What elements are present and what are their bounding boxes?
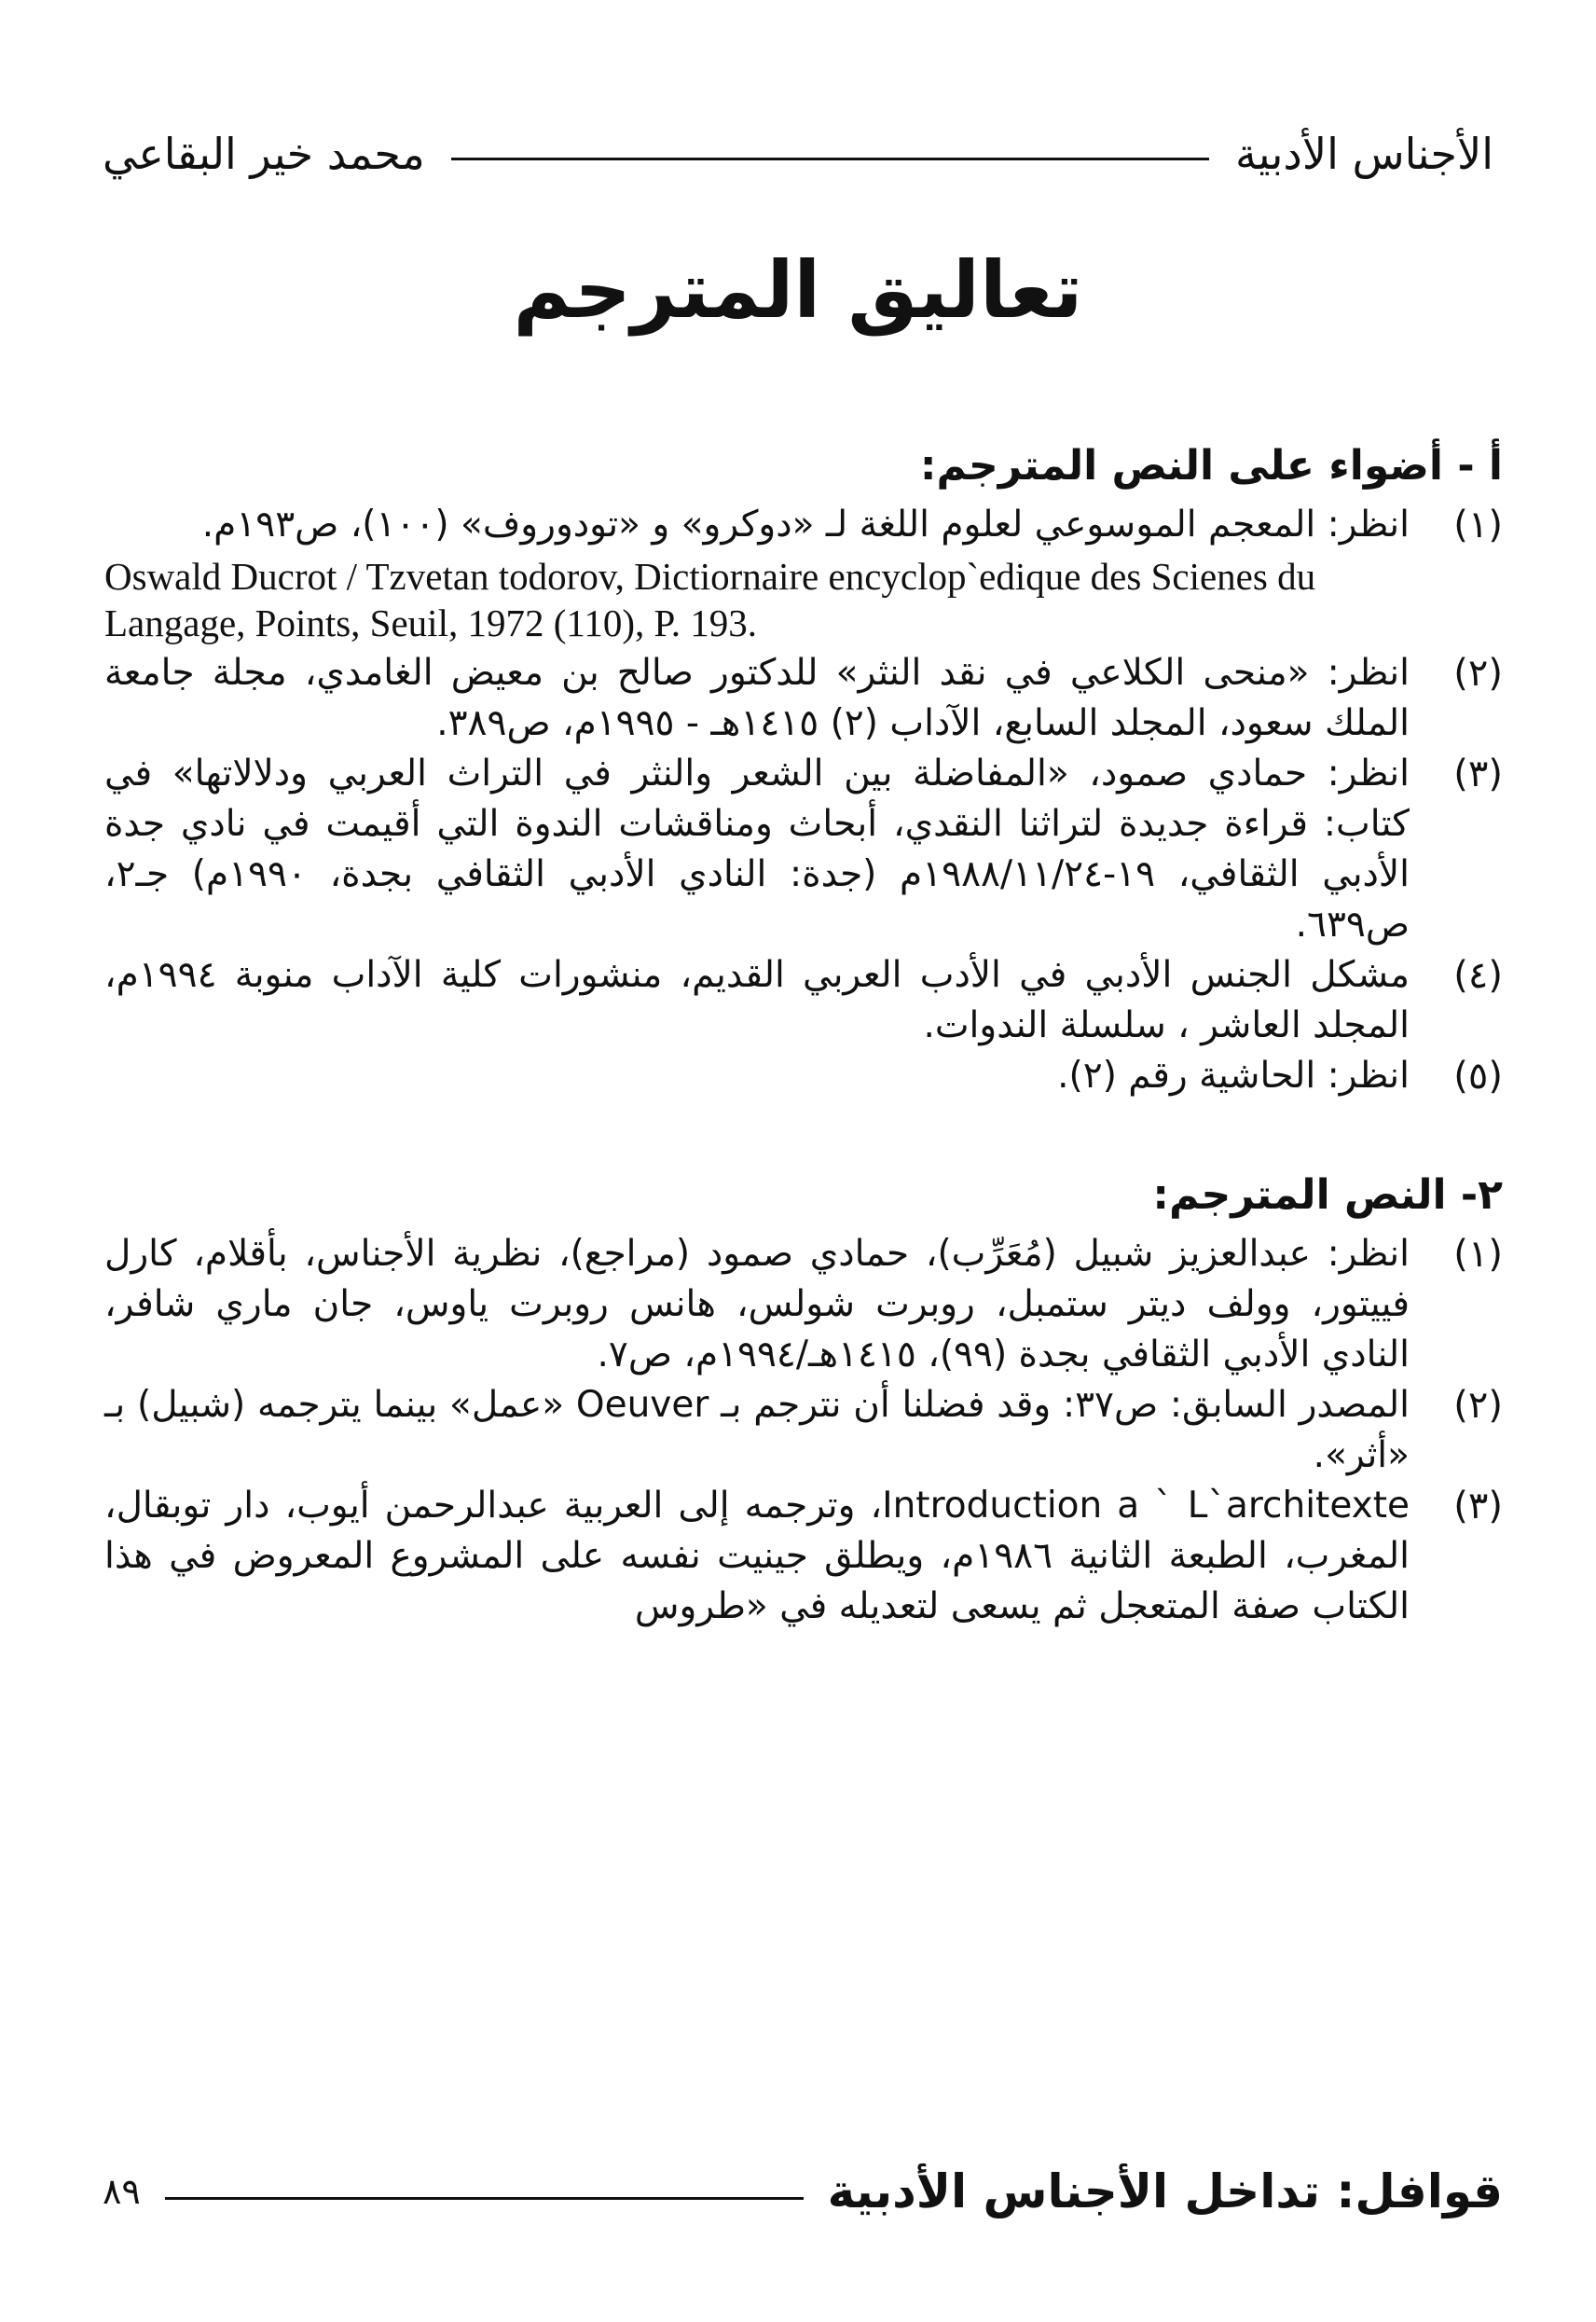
note-1-2 bbox=[104, 648, 1503, 749]
note-number: (٢) bbox=[1453, 652, 1503, 695]
note-text: المصدر السابق: ص٣٧: وقد فضلنا أن نترجم بـ Oeuver «عمل» بينما يترجمه (شبيل) بـ «أثر». bbox=[104, 1384, 1410, 1476]
note-text: انظر: عبدالعزيز شبيل (مُعَرِّب)، حمادي صمود (مراجع)، نظرية الأجناس، بأقلام، كارل فييتور، وولف ديتر ستمبل، روبرت شولس، هانس روبرت ياوس، جان ماري شافر، النادي الأدبي الثقافي بجدة (٩٩)، ١٤١٥هـ/١٩٩٤م، ص٧. bbox=[104, 1233, 1410, 1375]
chapter-title: تعاليق المترجم bbox=[513, 244, 1083, 336]
note-1-1 bbox=[104, 500, 1503, 551]
note-1-1-latin-reference: Oswald Ducrot / Tzvetan todorov, Dictiornaire encyclop`edique des Scienes du Langage, Points, Seuil, 1972 (110), P. 193. bbox=[104, 555, 1316, 644]
note-text: مشكل الجنس الأدبي في الأدب العربي القديم، منشورات كلية الآداب منوبة ١٩٩٤م، المجلد العاشر ، سلسلة الندوات. bbox=[104, 954, 1410, 1046]
note-text: انظر: حمادي صمود، «المفاضلة بين الشعر والنثر في التراث العربي ودلالاتها» في كتاب: قراءة جديدة لتراثنا النقدي، أبحاث ومناقشات الندوة التي أقيمت في نادي جدة الأدبي الثقافي، ١٩-١٩٨٨/١١/٢٤م (جدة: النادي الأدبي الثقافي بجدة، ١٩٩٠م) جـ٢، ص٦٣٩. bbox=[104, 753, 1410, 946]
note-2-3 bbox=[104, 1481, 1503, 1632]
note-1-3 bbox=[104, 749, 1503, 950]
note-number: (٤) bbox=[1453, 954, 1503, 997]
footer-book-title: قوافل: تداخل الأجناس الأدبية bbox=[827, 2164, 1503, 2218]
running-header bbox=[103, 121, 1493, 187]
footer-rule bbox=[165, 2197, 804, 2200]
note-text: انظر: «منحى الكلاعي في نقد النثر» للدكتور صالح بن معيض الغامدي، مجلة جامعة الملك سعود، المجلد السابع، الآداب (٢) ١٤١٥هـ - ١٩٩٥م، ص٣٨٩. bbox=[104, 652, 1410, 744]
section-heading-1: أ - أضواء على النص المترجم: bbox=[919, 442, 1503, 490]
note-1-5 bbox=[104, 1051, 1503, 1102]
note-number: (٢) bbox=[1453, 1384, 1503, 1427]
note-number: (١) bbox=[1453, 504, 1503, 546]
note-text: انظر: الحاشية رقم (٢). bbox=[1057, 1055, 1410, 1097]
notes-content bbox=[104, 438, 1503, 1632]
header-author: محمد خير البقاعي bbox=[103, 129, 425, 179]
note-number: (٣) bbox=[1453, 753, 1503, 795]
running-footer bbox=[103, 2154, 1503, 2229]
note-2-1 bbox=[104, 1229, 1503, 1380]
note-number: (٥) bbox=[1453, 1055, 1503, 1098]
page-number: ٨٩ bbox=[103, 2171, 141, 2212]
note-1-4 bbox=[104, 950, 1503, 1051]
section-heading-2: ٢- النص المترجم: bbox=[1152, 1171, 1503, 1219]
note-2-2 bbox=[104, 1380, 1503, 1481]
note-number: (١) bbox=[1453, 1233, 1503, 1276]
note-text: انظر: المعجم الموسوعي لعلوم اللغة لـ «دوكرو» و «تودوروف» (١٠٠)، ص١٩٣م. bbox=[201, 504, 1410, 546]
header-rule bbox=[451, 158, 1209, 160]
header-section-name: الأجناس الأدبية bbox=[1235, 129, 1493, 179]
note-number: (٣) bbox=[1453, 1485, 1503, 1527]
note-text: Introduction a ` L`architexte، وترجمه إلى العربية عبدالرحمن أيوب، دار توبقال، المغرب، الطبعة الثانية ١٩٨٦م، ويطلق جينيت نفسه على المشروع المعروض في هذا الكتاب صفة المتعجل ثم يسعى لتعديله في «طروس bbox=[104, 1485, 1410, 1627]
